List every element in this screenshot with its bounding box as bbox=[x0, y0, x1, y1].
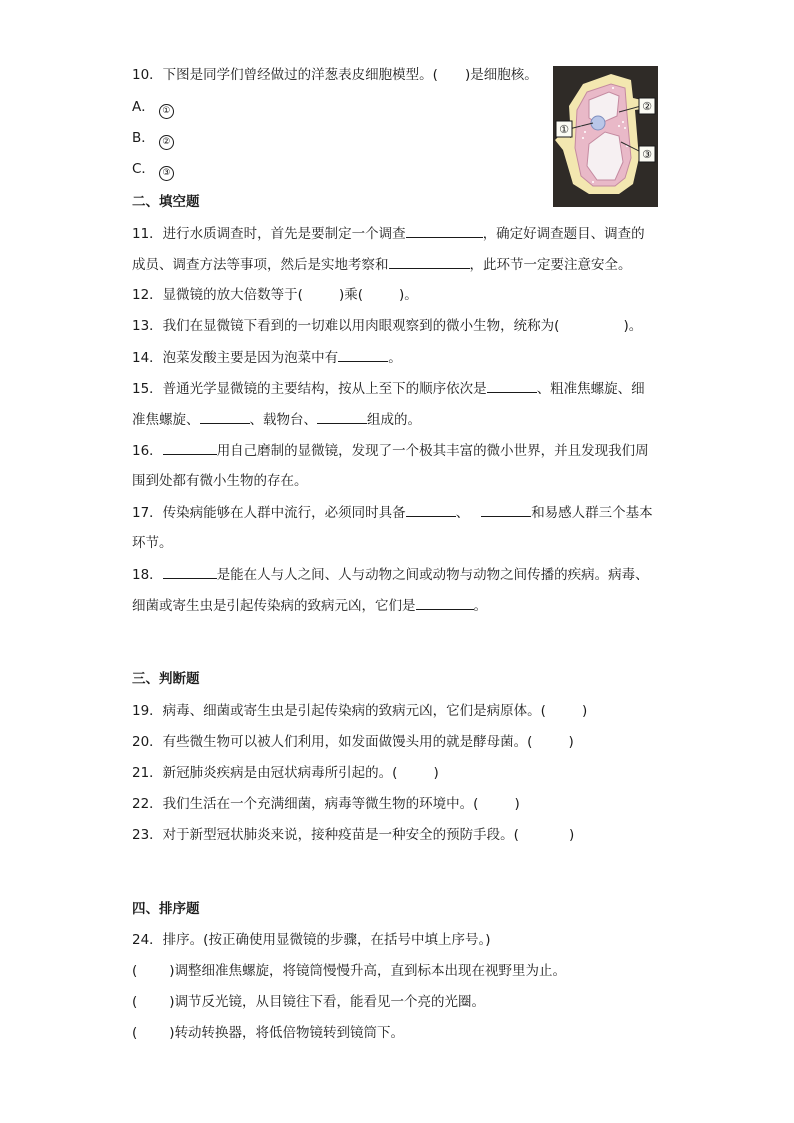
q12: 12．显微镜的放大倍数等于( )乘( )。 bbox=[132, 287, 418, 303]
q18-line1: 18． 是能在人与人之间、人与动物之间或动物与动物之间传播的疾病。病毒、 bbox=[132, 567, 649, 583]
q15-blank-1[interactable] bbox=[487, 379, 537, 393]
q10-option-c[interactable]: C． ③ bbox=[132, 160, 174, 181]
onion-cell-model-photo bbox=[553, 66, 658, 207]
q18-line2: 细菌或寄生虫是引起传染病的致病元凶，它们是 。 bbox=[132, 598, 487, 614]
q24-intro: 24．排序。(按正确使用显微镜的步骤，在括号中填上序号。) bbox=[132, 932, 491, 948]
q18-blank-2[interactable] bbox=[416, 596, 474, 610]
q20: 20．有些微生物可以被人们利用，如发面做馒头用的就是酵母菌。( ) bbox=[132, 734, 574, 750]
q15-line1: 15．普通光学显微镜的主要结构，按从上至下的顺序依次是 、粗准焦螺旋、细 bbox=[132, 381, 645, 397]
q17-line1: 17．传染病能够在人群中流行，必须同时具备 、 和易感人群三个基本 bbox=[132, 505, 653, 521]
q17-blank-1[interactable] bbox=[406, 503, 456, 517]
q11-blank-2[interactable] bbox=[389, 255, 470, 269]
q10-option-a[interactable]: A． ① bbox=[132, 98, 174, 119]
q22: 22．我们生活在一个充满细菌，病毒等微生物的环境中。( ) bbox=[132, 796, 520, 812]
q11-line2: 成员、调查方法等事项，然后是实地考察和 ，此环节一定要注意安全。 bbox=[132, 257, 632, 273]
cell-nucleus bbox=[591, 116, 605, 130]
section-judgement-title: 三、判断题 bbox=[132, 671, 200, 687]
q10-stem: 10．下图是同学们曾经做过的洋葱表皮细胞模型。( )是细胞核。 bbox=[132, 67, 538, 83]
q16-line2: 围到处都有微小生物的存在。 bbox=[132, 473, 308, 489]
section-ordering-title: 四、排序题 bbox=[132, 901, 200, 917]
q15-line2: 准焦螺旋、 、载物台、 组成的。 bbox=[132, 412, 421, 428]
q16-line1: 16． 用自己磨制的显微镜，发现了一个极其丰富的微小世界，并且发现我们周 bbox=[132, 443, 649, 459]
q14-blank[interactable] bbox=[338, 348, 388, 362]
label-3: ③ bbox=[642, 148, 652, 161]
q19: 19．病毒、细菌或寄生虫是引起传染病的致病元凶，它们是病原体。( ) bbox=[132, 703, 588, 719]
q23: 23．对于新型冠状肺炎来说，接种疫苗是一种安全的预防手段。( ) bbox=[132, 827, 575, 843]
q15-blank-3[interactable] bbox=[317, 410, 367, 424]
label-1: ① bbox=[559, 123, 569, 136]
q16-blank[interactable] bbox=[163, 441, 217, 455]
q24-step-3: ( )转动转换器，将低倍物镜转到镜筒下。 bbox=[132, 1025, 405, 1041]
q11-blank-1[interactable] bbox=[406, 224, 483, 238]
q13: 13．我们在显微镜下看到的一切难以用肉眼观察到的微小生物，统称为( )。 bbox=[132, 318, 643, 334]
q17-blank-2[interactable] bbox=[481, 503, 531, 517]
q17-line2: 环节。 bbox=[132, 535, 173, 551]
q24-step-1: ( )调整细准焦螺旋，将镜筒慢慢升高，直到标本出现在视野里为止。 bbox=[132, 963, 567, 979]
q15-blank-2[interactable] bbox=[200, 410, 250, 424]
q21: 21．新冠肺炎疾病是由冠状病毒所引起的。( ) bbox=[132, 765, 439, 781]
q14: 14．泡菜发酸主要是因为泡菜中有 。 bbox=[132, 350, 402, 366]
label-2: ② bbox=[642, 100, 652, 113]
q11-line1: 11．进行水质调查时，首先是要制定一个调查 ，确定好调查题目、调查的 bbox=[132, 226, 645, 242]
q18-blank-1[interactable] bbox=[163, 565, 217, 579]
q24-step-2: ( )调节反光镜，从目镜往下看，能看见一个亮的光圈。 bbox=[132, 994, 486, 1010]
section-fill-in-title: 二、填空题 bbox=[132, 194, 200, 210]
q10-option-b[interactable]: B． ② bbox=[132, 129, 174, 150]
